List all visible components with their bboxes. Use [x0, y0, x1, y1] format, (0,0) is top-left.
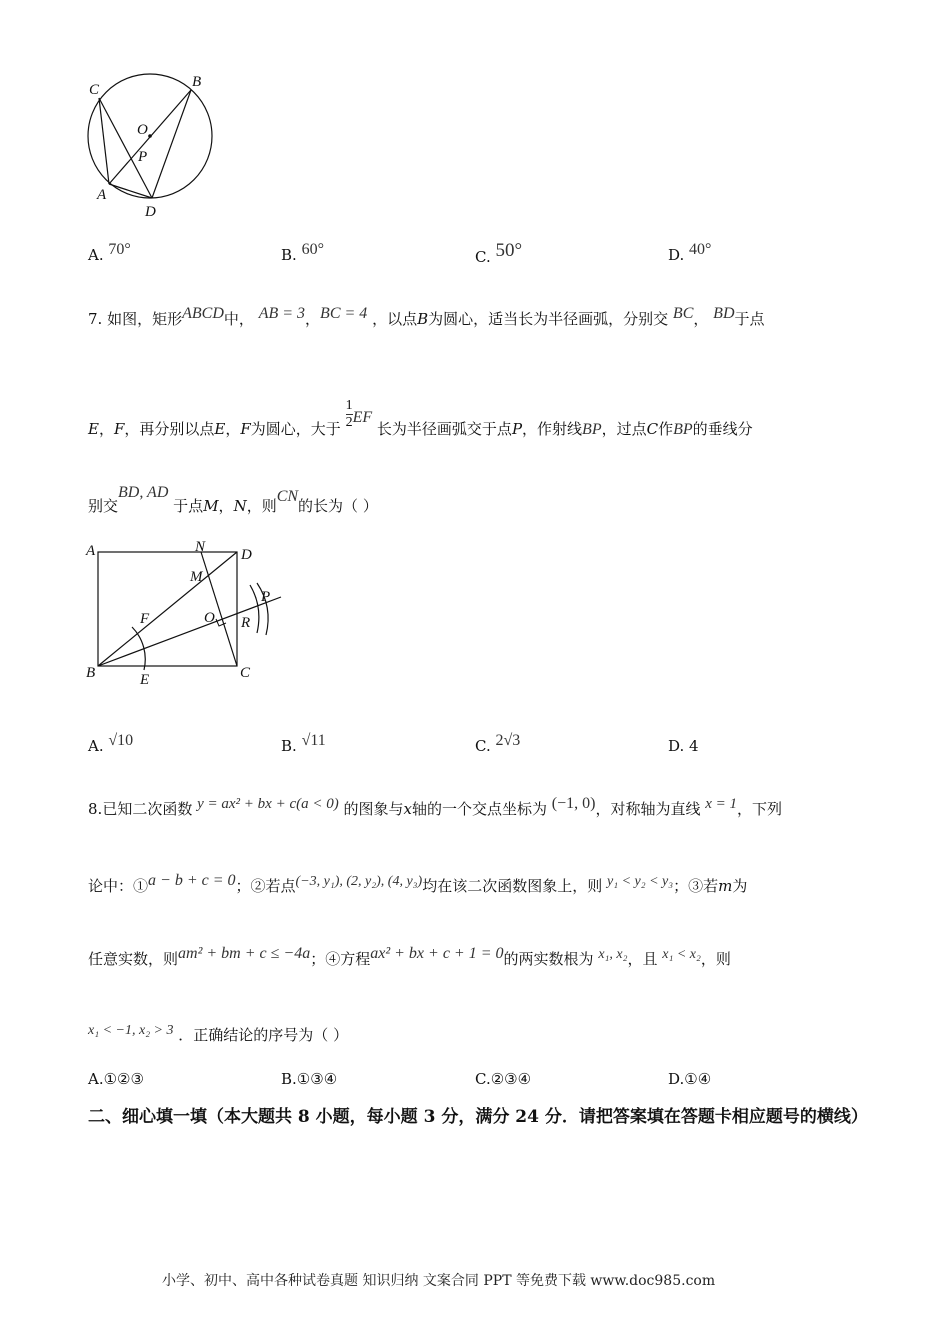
text: ，: [98, 420, 114, 438]
math-ab: AB = 3: [258, 305, 306, 322]
q8-option-d[interactable]: [668, 1070, 711, 1088]
label-m: M: [190, 569, 203, 585]
q8-line-1: [88, 795, 783, 819]
option-letter: B.: [281, 246, 297, 264]
fraction-numerator: 1: [345, 398, 353, 413]
math-point: (−1, 0): [551, 795, 596, 812]
text: ，以点: [372, 310, 418, 328]
label-p: P: [261, 589, 271, 605]
option-value: 2√3: [495, 732, 521, 749]
point-m: M: [203, 497, 219, 515]
q8-option-a[interactable]: [88, 1070, 144, 1088]
label-a: A: [86, 543, 96, 559]
q7-line-1: [88, 305, 765, 329]
point-p: P: [511, 420, 523, 438]
label-e: E: [140, 672, 150, 688]
math-bp: BP: [582, 421, 602, 438]
option-letter: B.: [281, 737, 297, 755]
text: 已知二次函数: [102, 800, 193, 818]
question-number: 8.: [88, 800, 103, 818]
q8-option-c[interactable]: [475, 1070, 531, 1088]
math-roots: x₁, x₂: [598, 947, 628, 962]
option-value: ①④: [684, 1070, 712, 1088]
option-value: ①②③: [103, 1070, 144, 1088]
text: ，且: [627, 950, 658, 968]
text: ，作射线: [522, 420, 583, 438]
option-value: 40°: [689, 241, 712, 258]
circle-figure: [80, 68, 230, 223]
text: 作: [658, 420, 674, 438]
option-letter: C.: [475, 1070, 491, 1088]
text: ，则: [700, 950, 731, 968]
math-conclusion-5: x₁ < −1, x₂ > 3: [88, 1023, 174, 1038]
text: 任意实数，则: [88, 950, 179, 968]
q7-option-b[interactable]: [281, 732, 326, 756]
math-cn: CN: [276, 488, 299, 505]
math-conclusion-1: a − b + c = 0: [148, 872, 236, 889]
q7-line-3: [88, 484, 378, 516]
option-value: √10: [108, 732, 134, 749]
math-bp: BP: [673, 421, 693, 438]
text: 中，: [223, 310, 254, 328]
label-o: O: [137, 122, 148, 138]
math-conclusion-2: y₁ < y₂ < y₃: [607, 874, 674, 889]
variable-x: x: [403, 800, 412, 818]
text: ，: [218, 497, 234, 515]
text: ，过点: [601, 420, 647, 438]
label-f: F: [140, 611, 150, 627]
text: 如图，矩形: [107, 310, 183, 328]
q6-option-a[interactable]: [88, 241, 131, 265]
option-letter: C.: [475, 737, 491, 755]
option-value: 60°: [301, 241, 324, 258]
math-bd-ad: BD, AD: [118, 484, 169, 501]
math-ef: EF: [352, 409, 373, 426]
point-f: F: [240, 420, 251, 438]
math-bd: BD: [713, 305, 735, 322]
label-r: R: [241, 615, 251, 631]
label-c: C: [89, 82, 100, 98]
segment-ca: [99, 98, 109, 184]
text: 为圆心，适当长为半径画弧，分别交: [428, 310, 669, 328]
point-e: E: [88, 420, 99, 438]
fraction-half: [346, 398, 353, 431]
text: ，对称轴为直线: [595, 800, 701, 818]
q7-option-c[interactable]: [475, 732, 521, 756]
center-dot: [148, 134, 152, 138]
text: 为圆心，大于: [250, 420, 341, 438]
text: ，: [693, 310, 709, 328]
segment-cd: [99, 98, 152, 198]
option-letter: D.: [668, 737, 685, 755]
text: ，: [305, 310, 321, 328]
text: 轴的一个交点坐标为: [411, 800, 547, 818]
text: ，再分别以点: [124, 420, 215, 438]
math-abcd: ABCD: [182, 305, 224, 322]
point-b: B: [417, 310, 429, 328]
q7-option-d[interactable]: [668, 737, 699, 755]
text: 为: [732, 877, 748, 895]
question-number: 7.: [88, 310, 103, 328]
text: 于点: [173, 497, 204, 515]
q7-option-a[interactable]: [88, 732, 134, 756]
text: ，则: [246, 497, 277, 515]
q7-line-2: [88, 398, 753, 441]
option-letter: C.: [475, 248, 491, 266]
option-value: ②③④: [490, 1070, 532, 1088]
text: 的长为（ ）: [298, 497, 378, 515]
text: 别交: [88, 497, 119, 515]
text: ；③若: [673, 877, 719, 895]
label-d: D: [241, 547, 252, 563]
q8-line-3: [88, 945, 731, 969]
text: 均在该二次函数图象上，则: [422, 877, 603, 895]
arc-p-1: [250, 585, 259, 633]
text: ，: [225, 420, 241, 438]
label-d: D: [145, 204, 156, 220]
text: ；②若点: [235, 877, 296, 895]
diagonal-bd: [98, 552, 237, 666]
fraction-denominator: 2: [345, 415, 353, 430]
text: 的垂线分: [692, 420, 753, 438]
option-value: 70°: [108, 241, 131, 258]
q8-line-4: [88, 1024, 348, 1045]
option-letter: D.: [668, 246, 685, 264]
option-letter: D.: [668, 1070, 685, 1088]
text: 的两实数根为: [503, 950, 594, 968]
label-p: P: [138, 149, 148, 165]
point-n: N: [233, 497, 247, 515]
label-n: N: [195, 539, 206, 555]
text: ．正确结论的序号为（ ）: [178, 1026, 349, 1044]
text: 论中：①: [88, 877, 149, 895]
option-value: 50°: [495, 240, 523, 261]
q8-line-2: [88, 872, 748, 896]
text: ，下列: [737, 800, 783, 818]
variable-m: m: [718, 877, 733, 895]
option-value: √11: [301, 732, 326, 749]
math-function: y = ax² + bx + c(a < 0): [197, 796, 339, 812]
q6-option-b[interactable]: [281, 241, 324, 265]
point-f: F: [113, 420, 125, 438]
segment-bd: [152, 90, 191, 198]
ray-bp: [98, 597, 281, 666]
text: 长为半径画弧交于点: [376, 420, 512, 438]
option-letter: A.: [88, 737, 104, 755]
math-conclusion-4: x₁ < x₂: [662, 947, 701, 962]
page-footer: 小学、初中、高中各种试卷真题 知识归纳 文案合同 PPT 等免费下载 www.doc985.com: [162, 1273, 716, 1289]
q8-option-b[interactable]: [281, 1070, 337, 1088]
point-c: C: [646, 420, 659, 438]
q6-option-d[interactable]: [668, 241, 712, 265]
segment-cn: [201, 552, 237, 666]
label-a: A: [97, 187, 107, 203]
text: 于点: [734, 310, 765, 328]
math-bc-eq: BC = 4: [320, 305, 368, 322]
point-e: E: [214, 420, 226, 438]
label-b: B: [86, 665, 96, 681]
label-o: O: [204, 610, 215, 626]
q6-option-c[interactable]: [475, 240, 523, 268]
math-equation: ax² + bx + c + 1 = 0: [370, 945, 504, 962]
option-value: ①③④: [296, 1070, 338, 1088]
option-letter: B.: [281, 1070, 297, 1088]
label-c: C: [240, 665, 251, 681]
label-b: B: [192, 74, 202, 90]
math-bc: BC: [672, 305, 694, 322]
math-conclusion-3: am² + bm + c ≤ −4a: [178, 945, 311, 962]
text: ；④方程: [310, 950, 371, 968]
rectangle-figure: [80, 535, 295, 690]
math-axis: x = 1: [705, 796, 738, 812]
math-points: (−3, y₁), (2, y₂), (4, y₃): [295, 874, 423, 889]
option-value: 4: [689, 737, 699, 755]
text: 的图象与: [343, 800, 404, 818]
option-letter: A.: [88, 1070, 104, 1088]
option-letter: A.: [88, 246, 104, 264]
section-2-heading: 二、细心填一填（本大题共 8 小题，每小题 3 分，满分 24 分．请把答案填在答题卡相应题号的横线）: [88, 1107, 868, 1127]
